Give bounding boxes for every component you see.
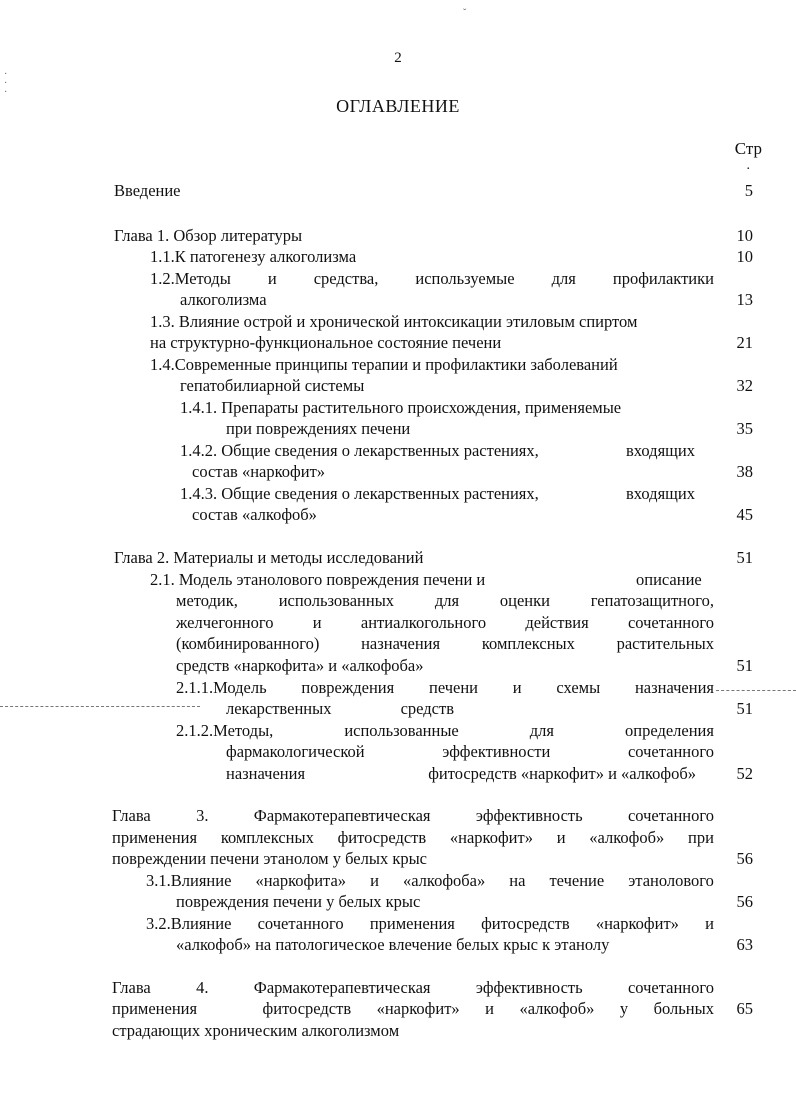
- toc-section-1-1: 1.1.К патогенезу алкоголизма: [150, 247, 357, 266]
- toc-page: 63: [736, 935, 753, 954]
- toc-chapter-4-line3: страдающих хроническим алкоголизмом: [112, 1021, 400, 1040]
- word: и: [556, 828, 566, 847]
- word: и: [485, 999, 494, 1018]
- toc-section-2-1-line1: 2.1. Модель этанолового повреждения печени и: [150, 570, 486, 589]
- toc-chapter-4-line2: [112, 998, 714, 1020]
- toc-section-2-1-1-line2: [226, 698, 454, 720]
- toc-section-2-1-line3: [176, 612, 714, 634]
- toc-section-2-1-2-line3: [226, 763, 696, 785]
- toc-page: 52: [736, 764, 753, 783]
- toc-section-1-4-3-line1: 1.4.3. Общие сведения о лекарственных растениях,: [180, 484, 539, 503]
- word: «наркофит»: [376, 999, 460, 1018]
- word: для: [529, 721, 554, 740]
- word: Фармакотерапевтическая: [253, 806, 431, 825]
- toc-chapter-3-line3: повреждении печени этанолом у белых крыс: [112, 849, 427, 868]
- toc-page: 35: [736, 419, 753, 438]
- scan-mark: · · ·: [4, 69, 8, 98]
- word: назначения: [361, 634, 441, 653]
- word: применения: [112, 999, 198, 1018]
- page-number: 2: [394, 50, 402, 66]
- word: на: [509, 871, 526, 890]
- word: 3.: [196, 806, 209, 825]
- word: сочетанного: [257, 914, 344, 933]
- word: методик,: [176, 591, 238, 610]
- word: Фармакотерапевтическая: [253, 978, 431, 997]
- word: 1.2.Методы: [150, 269, 231, 288]
- word: и: [705, 914, 714, 933]
- toc-section-1-4-3-line2: состав «алкофоб»: [192, 505, 317, 524]
- word: сочетанного: [627, 806, 714, 825]
- toc-section-1-4-line1: 1.4.Современные принципы терапии и профилактики заболеваний: [150, 355, 618, 374]
- word: у: [619, 999, 629, 1018]
- word: лекарственных: [226, 699, 332, 718]
- scan-mark: ˇ: [463, 8, 467, 19]
- page-column-header: Стр: [734, 139, 762, 158]
- word: определения: [625, 721, 714, 740]
- toc-page: 65: [736, 999, 753, 1018]
- word: фитосредств: [481, 914, 570, 933]
- toc-chapter-1: Глава 1. Обзор литературы: [114, 226, 303, 245]
- toc-section-1-4-2-line2: состав «наркофит»: [192, 462, 326, 481]
- word: фитосредств: [262, 999, 352, 1018]
- toc-page: 38: [736, 462, 753, 481]
- word: больных: [653, 999, 714, 1018]
- toc-section-2-1-word: описание: [636, 570, 702, 589]
- word: течение: [549, 871, 605, 890]
- word: схемы: [556, 678, 601, 697]
- word: этанолового: [628, 871, 714, 890]
- word: эффективность: [475, 978, 583, 997]
- word: фитосредств «наркофит» и «алкофоб»: [428, 764, 696, 783]
- toc-section-1-3-line2: на структурно-функциональное состояние печени: [150, 333, 502, 352]
- toc-section-1-3-line1: 1.3. Влияние острой и хронической интоксикации этиловым спиртом: [150, 312, 638, 331]
- toc-page: 10: [736, 247, 753, 266]
- word: «алкофоб»: [519, 999, 595, 1018]
- word: профилактики: [612, 269, 714, 288]
- word: действия: [525, 613, 589, 632]
- word: фитосредств: [337, 828, 427, 847]
- toc-section-2-1-line5: средств «наркофита» и «алкофоба»: [176, 656, 424, 675]
- word: использованных: [278, 591, 395, 610]
- toc-page: 56: [736, 892, 753, 911]
- word: гепатозащитного,: [590, 591, 714, 610]
- toc-page: 51: [736, 656, 753, 675]
- toc-section-1-4-2-line1: 1.4.2. Общие сведения о лекарственных растениях,: [180, 441, 539, 460]
- toc-page: 32: [736, 376, 753, 395]
- word: желчегонного: [176, 613, 274, 632]
- word: и: [267, 269, 277, 288]
- scan-dash-line: [716, 690, 796, 691]
- toc-section-1-2-line1: [150, 268, 714, 290]
- word: средства,: [313, 269, 379, 288]
- page-column-dot: .: [746, 158, 750, 173]
- word: комплексных: [481, 634, 575, 653]
- word: «наркофит»: [595, 914, 679, 933]
- word: и: [512, 678, 522, 697]
- word: применения: [369, 914, 455, 933]
- toc-section-1-4-1-line1: 1.4.1. Препараты растительного происхождения, применяемые: [180, 398, 622, 417]
- word: сочетанного: [627, 613, 714, 632]
- toc-section-2-1-line2: [176, 590, 714, 612]
- word: для: [434, 591, 460, 610]
- toc-chapter-4-line1: [112, 977, 714, 999]
- word: 2.1.2.Методы,: [176, 721, 274, 740]
- toc-page: 21: [736, 333, 753, 352]
- toc-section-2-1-1-line1: [176, 677, 714, 699]
- word: 2.1.1.Модель: [176, 678, 267, 697]
- word: использованные: [344, 721, 459, 740]
- toc-section-1-4-1-line2: при повреждениях печени: [226, 419, 411, 438]
- word: Глава: [112, 978, 151, 997]
- toc-section-3-1-line2: повреждения печени у белых крыс: [176, 892, 421, 911]
- toc-chapter-2: Глава 2. Материалы и методы исследований: [114, 548, 424, 567]
- toc-section-3-2-line1: [146, 913, 714, 935]
- page-title: ОГЛАВЛЕНИЕ: [336, 96, 460, 116]
- word: «алкофоб»: [589, 828, 665, 847]
- toc-chapter-3-line2: [112, 827, 714, 849]
- word: сочетанного: [627, 742, 714, 761]
- toc-page: 5: [744, 181, 753, 200]
- toc-chapter-3-line1: [112, 805, 714, 827]
- toc-section-1-4-3-word: входящих: [626, 484, 695, 503]
- word: «наркофита»: [255, 871, 347, 890]
- toc-page: 10: [736, 226, 753, 245]
- toc-page: 51: [736, 699, 753, 718]
- word: назначения: [226, 764, 306, 783]
- toc-section-1-2-line2: алкоголизма: [180, 290, 267, 309]
- toc-section-3-2-line2: «алкофоб» на патологическое влечение белых крыс к этанолу: [176, 935, 610, 954]
- toc-section-2-1-2-line2: [226, 741, 714, 763]
- toc-section-1-4-2-word: входящих: [626, 441, 695, 460]
- word: эффективность: [475, 806, 583, 825]
- word: печени: [428, 678, 479, 697]
- toc-section-3-1-line1: [146, 870, 714, 892]
- word: повреждения: [301, 678, 395, 697]
- toc-section-1-4-line2: гепатобилиарной системы: [180, 376, 365, 395]
- toc-section-2-1-2-line1: [176, 720, 714, 742]
- word: фармакологической: [226, 742, 365, 761]
- word: применения: [112, 828, 198, 847]
- word: «алкофоба»: [402, 871, 486, 890]
- word: 3.1.Влияние: [146, 871, 232, 890]
- toc-section-2-1-line4: [176, 633, 714, 655]
- word: (комбинированного): [176, 634, 320, 653]
- toc-page: 56: [736, 849, 753, 868]
- word: «наркофит»: [449, 828, 533, 847]
- word: при: [688, 828, 714, 847]
- word: и: [312, 613, 322, 632]
- word: растительных: [616, 634, 714, 653]
- word: используемые: [415, 269, 515, 288]
- word: сочетанного: [627, 978, 714, 997]
- word: 4.: [196, 978, 209, 997]
- word: эффективности: [442, 742, 551, 761]
- toc-page: 13: [736, 290, 753, 309]
- word: антиалкогольного: [360, 613, 487, 632]
- scan-dash-line: [0, 706, 200, 707]
- word: и: [370, 871, 379, 890]
- word: назначения: [634, 678, 714, 697]
- word: для: [551, 269, 576, 288]
- word: комплексных: [220, 828, 314, 847]
- toc-intro: Введение: [114, 181, 181, 200]
- word: Глава: [112, 806, 151, 825]
- word: 3.2.Влияние: [146, 914, 232, 933]
- toc-page: 51: [736, 548, 753, 567]
- word: оценки: [499, 591, 550, 610]
- toc-page: 45: [736, 505, 753, 524]
- word: средств: [400, 699, 454, 718]
